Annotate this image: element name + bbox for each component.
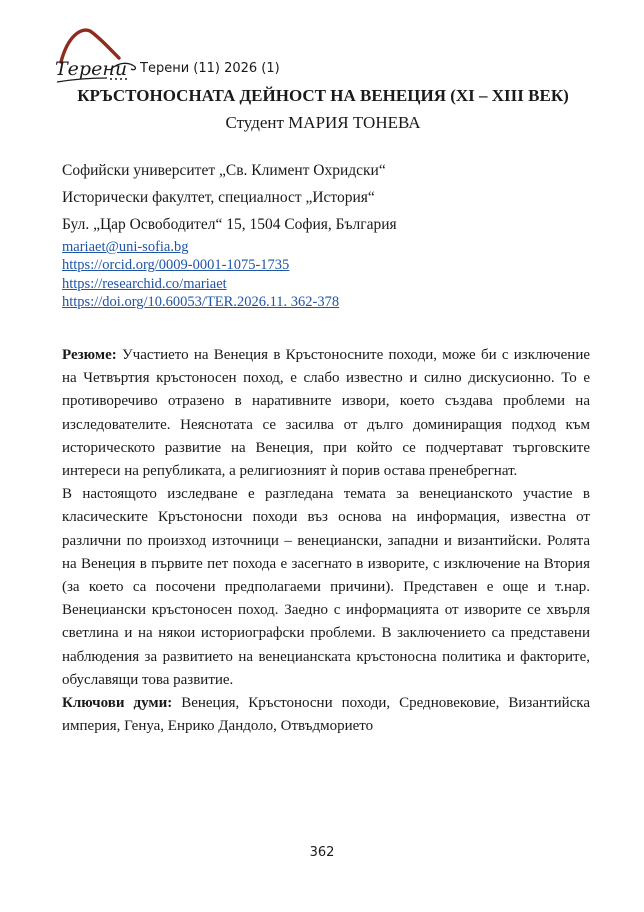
author-links-block [62, 238, 590, 311]
abstract-section [62, 344, 590, 738]
doi-link[interactable]: https://doi.org/10.60053/TER.2026.11. 362-378 [62, 293, 340, 310]
orcid-link[interactable]: https://orcid.org/0009-0001-1075-1735 [62, 257, 290, 274]
abstract-text-2: В настоящото изследване е разгледана темата за венецианското участие в класическите Кръстоносни походи въз основа на информация, известна от различни по произход източници – венециански, западни и византийски. Ролята на Венеция в първите пет похода е засегнато в изворите, с изключение на Втория (за което са посочени предполагаеми причини). Представен е още и т.нар. Венециански кръстоносен поход. Заедно с информацията от изворите се хвърля светлина и на някои историографски проблеми. В заключението са представени наблюдения за развитието на венецианската кръстоносна политика и факторите, обуславящи това развитие. [62, 486, 590, 688]
author-line: Студент МАРИЯ ТОНЕВА [225, 113, 421, 132]
logo-signature-text: Терени [55, 58, 128, 80]
article-title: КРЪСТОНОСНАТА ДЕЙНОСТ НА ВЕНЕЦИЯ (XI – XIII ВЕК) [77, 86, 569, 105]
affiliation-address: Бул. „Цар Освободител“ 15, 1504 София, България [62, 216, 397, 233]
researchid-link[interactable]: https://researchid.co/mariaet [62, 275, 227, 292]
abstract-text-1: Участието на Венеция в Кръстоносните походи, може би с изключение на Четвъртия кръстоносен поход, е слабо известно и силно дискусионно. То е противоречиво отразено в наративните извори, което създава проблеми на изследователите. Неяснотата се засилва от дълго доминиращия подход към историческото развитие на Венеция, при който се подчертават търговските интереси на републиката, а религиозният ѝ порив остава пренебрегнат. [62, 347, 591, 480]
email-link[interactable]: mariaet@uni-sofia.bg [62, 239, 189, 255]
journal-issue-line: Терени (11) 2026 (1) [140, 61, 280, 76]
affiliation-university: Софийски университет „Св. Климент Охридски“ [62, 162, 386, 179]
affiliation-faculty: Исторически факултет, специалност „История“ [62, 189, 375, 206]
affiliation-block [62, 157, 590, 238]
abstract-paragraph-1 [62, 344, 590, 483]
tereni-journal-logo [54, 25, 142, 87]
page-number: 362 [309, 845, 335, 860]
abstract-paragraph-2 [62, 483, 590, 692]
keywords-label: Ключови думи: [62, 695, 173, 712]
abstract-label: Резюме: [62, 347, 117, 363]
keywords-text: Венеция, Кръстоносни походи, Средновековие, Византийска империя, Генуа, Енрико Дандоло, Отвъдморието [62, 695, 591, 735]
keywords-paragraph [62, 692, 590, 738]
